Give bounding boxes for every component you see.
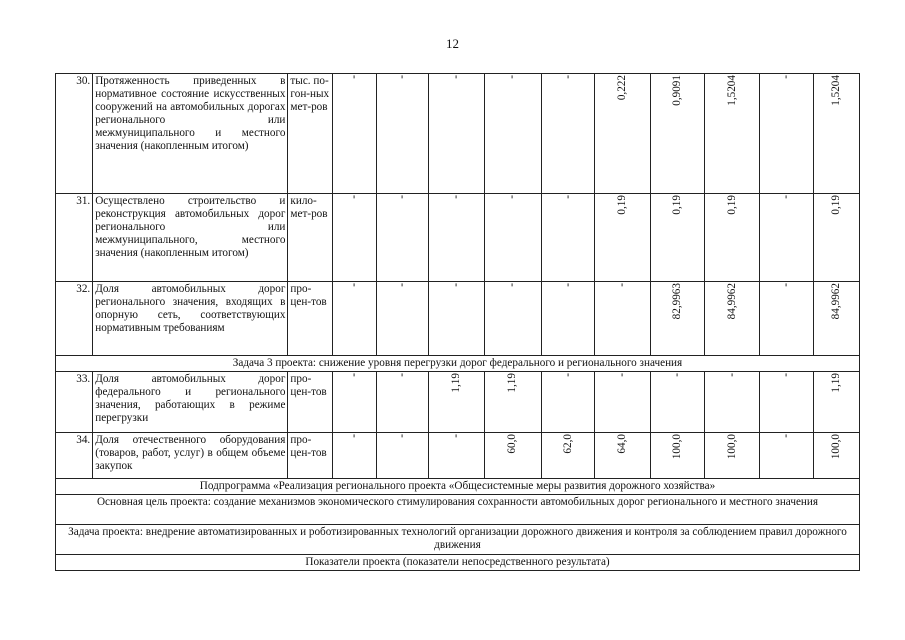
value-cell: 62,0 — [541, 433, 594, 479]
value-cell: 64,0 — [595, 433, 650, 479]
indicator-name: Доля отечественного оборудования (товаров, работ, услуг) в общем объеме закупок — [93, 433, 288, 479]
value-cell: 84,9962 — [704, 282, 759, 356]
value-cell: 0,222 — [595, 74, 650, 194]
value-cell: 0,19 — [704, 194, 759, 282]
table-row — [56, 372, 860, 433]
value-cell: 100,0 — [704, 433, 759, 479]
value-cell: 60,0 — [484, 433, 541, 479]
indicator-name: Осуществлено строительство и реконструкция автомобильных дорог регионального или межмуниципального, местного значения (накопленным итогом) — [93, 194, 288, 282]
value-cell: - — [332, 194, 376, 282]
value-cell: - — [704, 372, 759, 433]
value-cell: - — [595, 372, 650, 433]
unit-cell: про-цен-тов — [288, 282, 332, 356]
table-row — [56, 194, 860, 282]
section-row — [56, 495, 860, 525]
value-cell: - — [429, 194, 484, 282]
project-goal: Основная цель проекта: создание механизмов экономического стимулирования сохранности автомобильных дорог регионального и местного значения — [56, 495, 860, 525]
value-cell: - — [376, 433, 428, 479]
subprogram-heading: Подпрограмма «Реализация регионального проекта «Общесистемные меры развития дорожного хозяйства» — [56, 479, 860, 495]
value-cell: 84,9962 — [813, 282, 859, 356]
value-cell: 0,9091 — [650, 74, 704, 194]
value-cell: - — [760, 372, 813, 433]
value-cell: 1,5204 — [813, 74, 859, 194]
indicators-table — [55, 73, 860, 571]
task-3-heading: Задача 3 проекта: снижение уровня перегрузки дорог федерального и регионального значения — [56, 356, 860, 372]
table-row — [56, 74, 860, 194]
value-cell: - — [650, 372, 704, 433]
section-row — [56, 555, 860, 571]
value-cell: 82,9963 — [650, 282, 704, 356]
indicators-heading: Показатели проекта (показатели непосредственного результата) — [56, 555, 860, 571]
value-cell: - — [429, 74, 484, 194]
value-cell: - — [760, 433, 813, 479]
value-cell: - — [376, 74, 428, 194]
value-cell: - — [376, 194, 428, 282]
value-cell: - — [332, 74, 376, 194]
table-row — [56, 282, 860, 356]
value-cell: 0,19 — [650, 194, 704, 282]
unit-cell: тыс. по-гон-ных мет-ров — [288, 74, 332, 194]
row-number: 32. — [56, 282, 93, 356]
value-cell: - — [484, 282, 541, 356]
value-cell: 1,19 — [813, 372, 859, 433]
value-cell: - — [760, 194, 813, 282]
value-cell: - — [541, 372, 594, 433]
row-number: 33. — [56, 372, 93, 433]
project-task: Задача проекта: внедрение автоматизированных и роботизированных технологий организации дорожного движения и контроля за соблюдением правил дорожного движения — [56, 525, 860, 555]
value-cell: 100,0 — [650, 433, 704, 479]
unit-cell: про-цен-тов — [288, 433, 332, 479]
section-row — [56, 479, 860, 495]
indicator-name: Доля автомобильных дорог регионального значения, входящих в опорную сеть, соответствующих нормативным требованиям — [93, 282, 288, 356]
value-cell: - — [541, 282, 594, 356]
value-cell: - — [429, 282, 484, 356]
row-number: 30. — [56, 74, 93, 194]
row-number: 31. — [56, 194, 93, 282]
value-cell: - — [541, 74, 594, 194]
unit-cell: кило-мет-ров — [288, 194, 332, 282]
value-cell: - — [760, 74, 813, 194]
value-cell: - — [595, 282, 650, 356]
value-cell: 0,19 — [813, 194, 859, 282]
indicator-name: Доля автомобильных дорог федерального и регионального значения, работающих в режиме перегрузки — [93, 372, 288, 433]
value-cell: - — [484, 74, 541, 194]
value-cell: - — [541, 194, 594, 282]
row-number: 34. — [56, 433, 93, 479]
value-cell: - — [376, 282, 428, 356]
value-cell: 1,19 — [429, 372, 484, 433]
indicator-name: Протяженность приведенных в нормативное состояние искусственных сооружений на автомобильных дорогах регионального или межмуниципального и местного значения (накопленным итогом) — [93, 74, 288, 194]
table-row — [56, 433, 860, 479]
value-cell: 100,0 — [813, 433, 859, 479]
value-cell: 1,19 — [484, 372, 541, 433]
value-cell: - — [332, 372, 376, 433]
section-row — [56, 356, 860, 372]
value-cell: - — [760, 282, 813, 356]
value-cell: - — [332, 433, 376, 479]
value-cell: - — [332, 282, 376, 356]
value-cell: 0,19 — [595, 194, 650, 282]
value-cell: - — [429, 433, 484, 479]
section-row — [56, 525, 860, 555]
page-number: 12 — [446, 36, 459, 51]
value-cell: - — [484, 194, 541, 282]
value-cell: 1,5204 — [704, 74, 759, 194]
unit-cell: про-цен-тов — [288, 372, 332, 433]
value-cell: - — [376, 372, 428, 433]
